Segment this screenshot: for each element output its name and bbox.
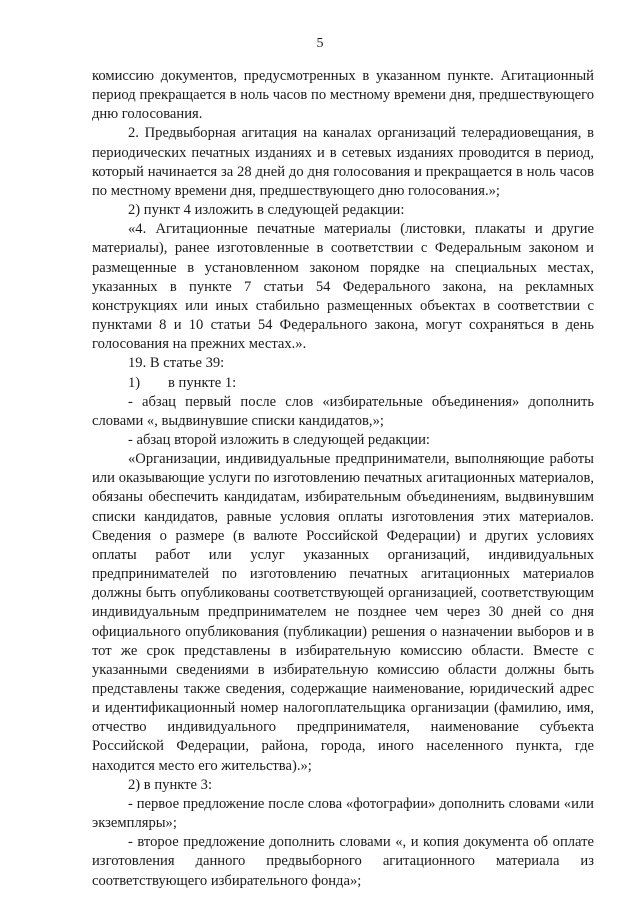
item-text: в пункте 1: xyxy=(168,374,237,391)
paragraph: - первое предложение после слова «фотографии» дополнить словами «или экземпляры»; xyxy=(92,795,594,832)
paragraph: 2. Предвыборная агитация на каналах организаций телерадиовещания, в периодических печатных изданиях и в сетевых изданиях проводится в период, который начинается за 28 дней до дня голосования и прекращается в ноль часов по местному времени дня, предшествующего дню голосования.»; xyxy=(92,125,594,199)
page-number: 5 xyxy=(316,36,324,51)
paragraph: - абзац второй изложить в следующей редакции: xyxy=(128,431,430,448)
paragraph: 2) пункт 4 изложить в следующей редакции: xyxy=(128,202,405,219)
item-number: 1) xyxy=(128,374,141,391)
document-body xyxy=(92,67,594,891)
numbered-item xyxy=(92,374,594,393)
paragraph: - абзац первый после слов «избирательные объединения» дополнить словами «, выдвинувшие списки кандидатов,»; xyxy=(92,393,594,429)
paragraph: «4. Агитационные печатные материалы (листовки, плакаты и другие материалы), ранее изготовленные в соответствии с Федеральным законом и размещенные в установленном законом порядке на специальных местах, указанных в пункте 7 статьи 54 Федерального закона, на рекламных конструкциях или иных стабильно размещенных объектах в соответствии с пунктами 8 и 10 статьи 54 Федерального закона, могут сохраняться в день голосования на прежних местах.». xyxy=(92,221,594,353)
paragraph: «Организации, индивидуальные предприниматели, выполняющие работы или оказывающие услуги по изготовлению печатных агитационных материалов, обязаны обеспечить кандидатам, избирательным объединениям, выдвинувшим списки кандидатов, равные условия оплаты изготовления этих материалов. Сведения о размере (в валюте Российской Федерации) и других условиях оплаты работ или услуг указанных организаций, индивидуальных предпринимателей по изготовлению печатных агитационных материалов должны быть опубликованы соответствующей организацией, соответствующим индивидуальным предпринимателем не позднее чем через 30 дней со дня официального опубликования (публикации) решения о назначении выборов и в тот же срок представлены в избирательную комиссию области. Вместе с указанными сведениями в избирательную комиссию области должны быть представлены также сведения, содержащие наименование, юридический адрес и идентификационный номер налогоплательщика организации (фамилию, имя, отчество индивидуального предпринимателя, наименование субъекта Российской Федерации, района, города, иного населенного пункта, где находится место его жительства).»; xyxy=(92,451,594,774)
paragraph: комиссию документов, предусмотренных в указанном пункте. Агитационный период прекращается в ноль часов по местному времени дня, предшествующего дню голосования. xyxy=(92,68,594,123)
paragraph: 19. В статье 39: xyxy=(128,355,225,372)
paragraph: 2) в пункте 3: xyxy=(128,776,213,793)
paragraph: - второе предложение дополнить словами «, и копия документа об оплате изготовления данного предвыборного агитационного материала из соответствующего избирательного фонда»; xyxy=(92,834,594,889)
